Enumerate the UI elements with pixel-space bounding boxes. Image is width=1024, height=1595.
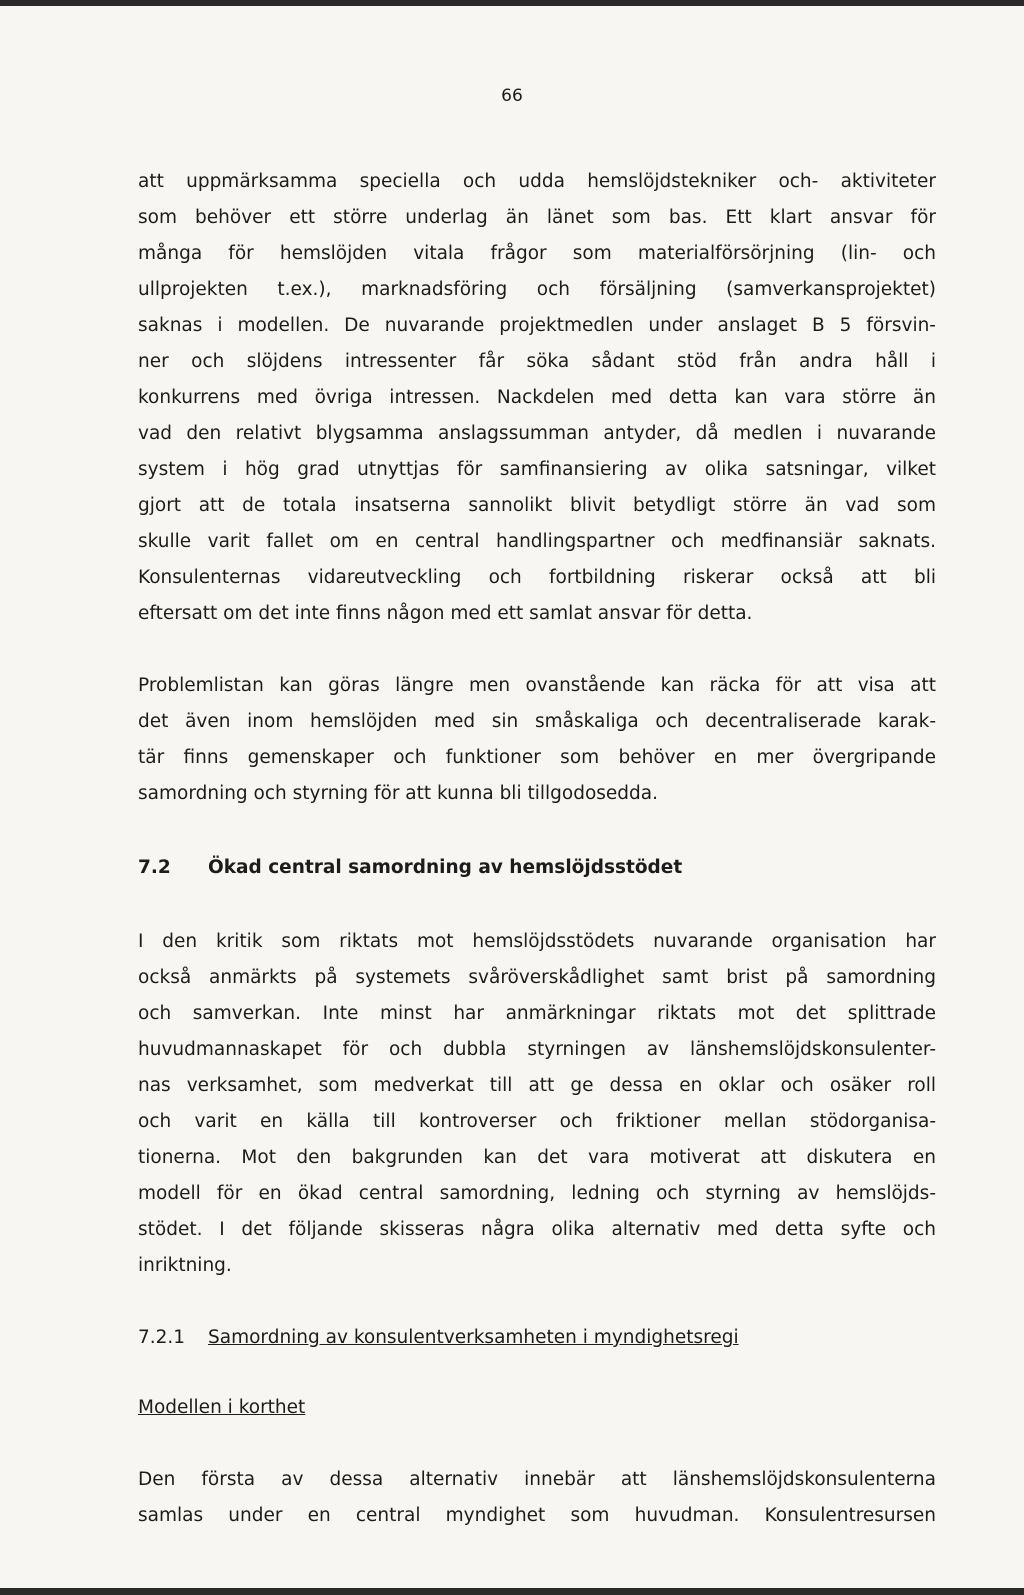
text-line: samordning och styrning för att kunna bli tillgodosedda.	[138, 783, 658, 804]
text-line: det även inom hemslöjden med sin småskaliga och decentraliserade karak-	[138, 711, 936, 732]
section-heading-7-2-1	[138, 1326, 936, 1350]
text-line: gjort att de totala insatserna sannolikt blivit betydligt större än vad som	[138, 495, 936, 516]
text-line: ner och slöjdens intressenter får söka sådant stöd från andra håll i	[138, 351, 936, 372]
text-line: Den första av dessa alternativ innebär att länshemslöjdskonsulenterna	[138, 1469, 936, 1490]
text-line: samlas under en central myndighet som huvudman. Konsulentresursen	[138, 1505, 936, 1526]
text-line: ullprojekten t.ex.), marknadsföring och försäljning (samverkansprojektet)	[138, 279, 936, 300]
page-number: 66	[501, 86, 523, 106]
text-line: Konsulenternas vidareutveckling och fortbildning riskerar också att bli	[138, 567, 936, 588]
text-line: system i hög grad utnyttjas för samfinansiering av olika satsningar, vilket	[138, 459, 936, 480]
text-line: I den kritik som riktats mot hemslöjdsstödets nuvarande organisation har	[138, 931, 936, 952]
text-line: som behöver ett större underlag än länet som bas. Ett klart ansvar för	[138, 207, 936, 228]
text-line: inriktning.	[138, 1255, 232, 1276]
section-number: 7.2.1	[138, 1327, 186, 1348]
text-line: och samverkan. Inte minst har anmärkningar riktats mot det splittrade	[138, 1003, 936, 1024]
text-line: Problemlistan kan göras längre men ovanstående kan räcka för att visa att	[138, 675, 936, 696]
text-line: tionerna. Mot den bakgrunden kan det vara motiverat att diskutera en	[138, 1147, 936, 1168]
text-line: många för hemslöjden vitala frågor som materialförsörjning (lin- och	[138, 243, 936, 264]
text-line: vad den relativt blygsamma anslagssumman antyder, då medlen i nuvarande	[138, 423, 936, 444]
text-line: stödet. I det följande skisseras några olika alternativ med detta syfte och	[138, 1219, 936, 1240]
text-line: eftersatt om det inte finns någon med ett samlat ansvar för detta.	[138, 603, 753, 624]
text-line: skulle varit fallet om en central handlingspartner och medfinansiär saknats.	[138, 531, 936, 552]
text-line: tär finns gemenskaper och funktioner som behöver en mer övergripande	[138, 747, 936, 768]
text-line: huvudmannaskapet för och dubbla styrningen av länshemslöjdskonsulenter-	[138, 1039, 936, 1060]
section-number: 7.2	[138, 857, 171, 878]
section-title: Ökad central samordning av hemslöjdsstödet	[208, 857, 683, 878]
text-line: saknas i modellen. De nuvarande projektmedlen under anslaget B 5 försvin-	[138, 315, 936, 336]
text-line: modell för en ökad central samordning, ledning och styrning av hemslöjds-	[138, 1183, 936, 1204]
text-line: att uppmärksamma speciella och udda hemslöjdstekniker och- aktiviteter	[138, 171, 936, 192]
section-title: Samordning av konsulentverksamheten i myndighetsregi	[208, 1327, 739, 1348]
text-line: också anmärkts på systemets svåröverskådlighet samt brist på samordning	[138, 967, 936, 988]
text-line: konkurrens med övriga intressen. Nackdelen med detta kan vara större än	[138, 387, 936, 408]
scan-top-edge	[0, 0, 1024, 6]
text-line: nas verksamhet, som medverkat till att ge dessa en oklar och osäker roll	[138, 1075, 936, 1096]
scan-bottom-edge	[0, 1588, 1024, 1595]
text-line: och varit en källa till kontroverser och friktioner mellan stödorganisa-	[138, 1111, 936, 1132]
subheading: Modellen i korthet	[138, 1397, 306, 1418]
section-heading-7-2	[138, 856, 936, 880]
